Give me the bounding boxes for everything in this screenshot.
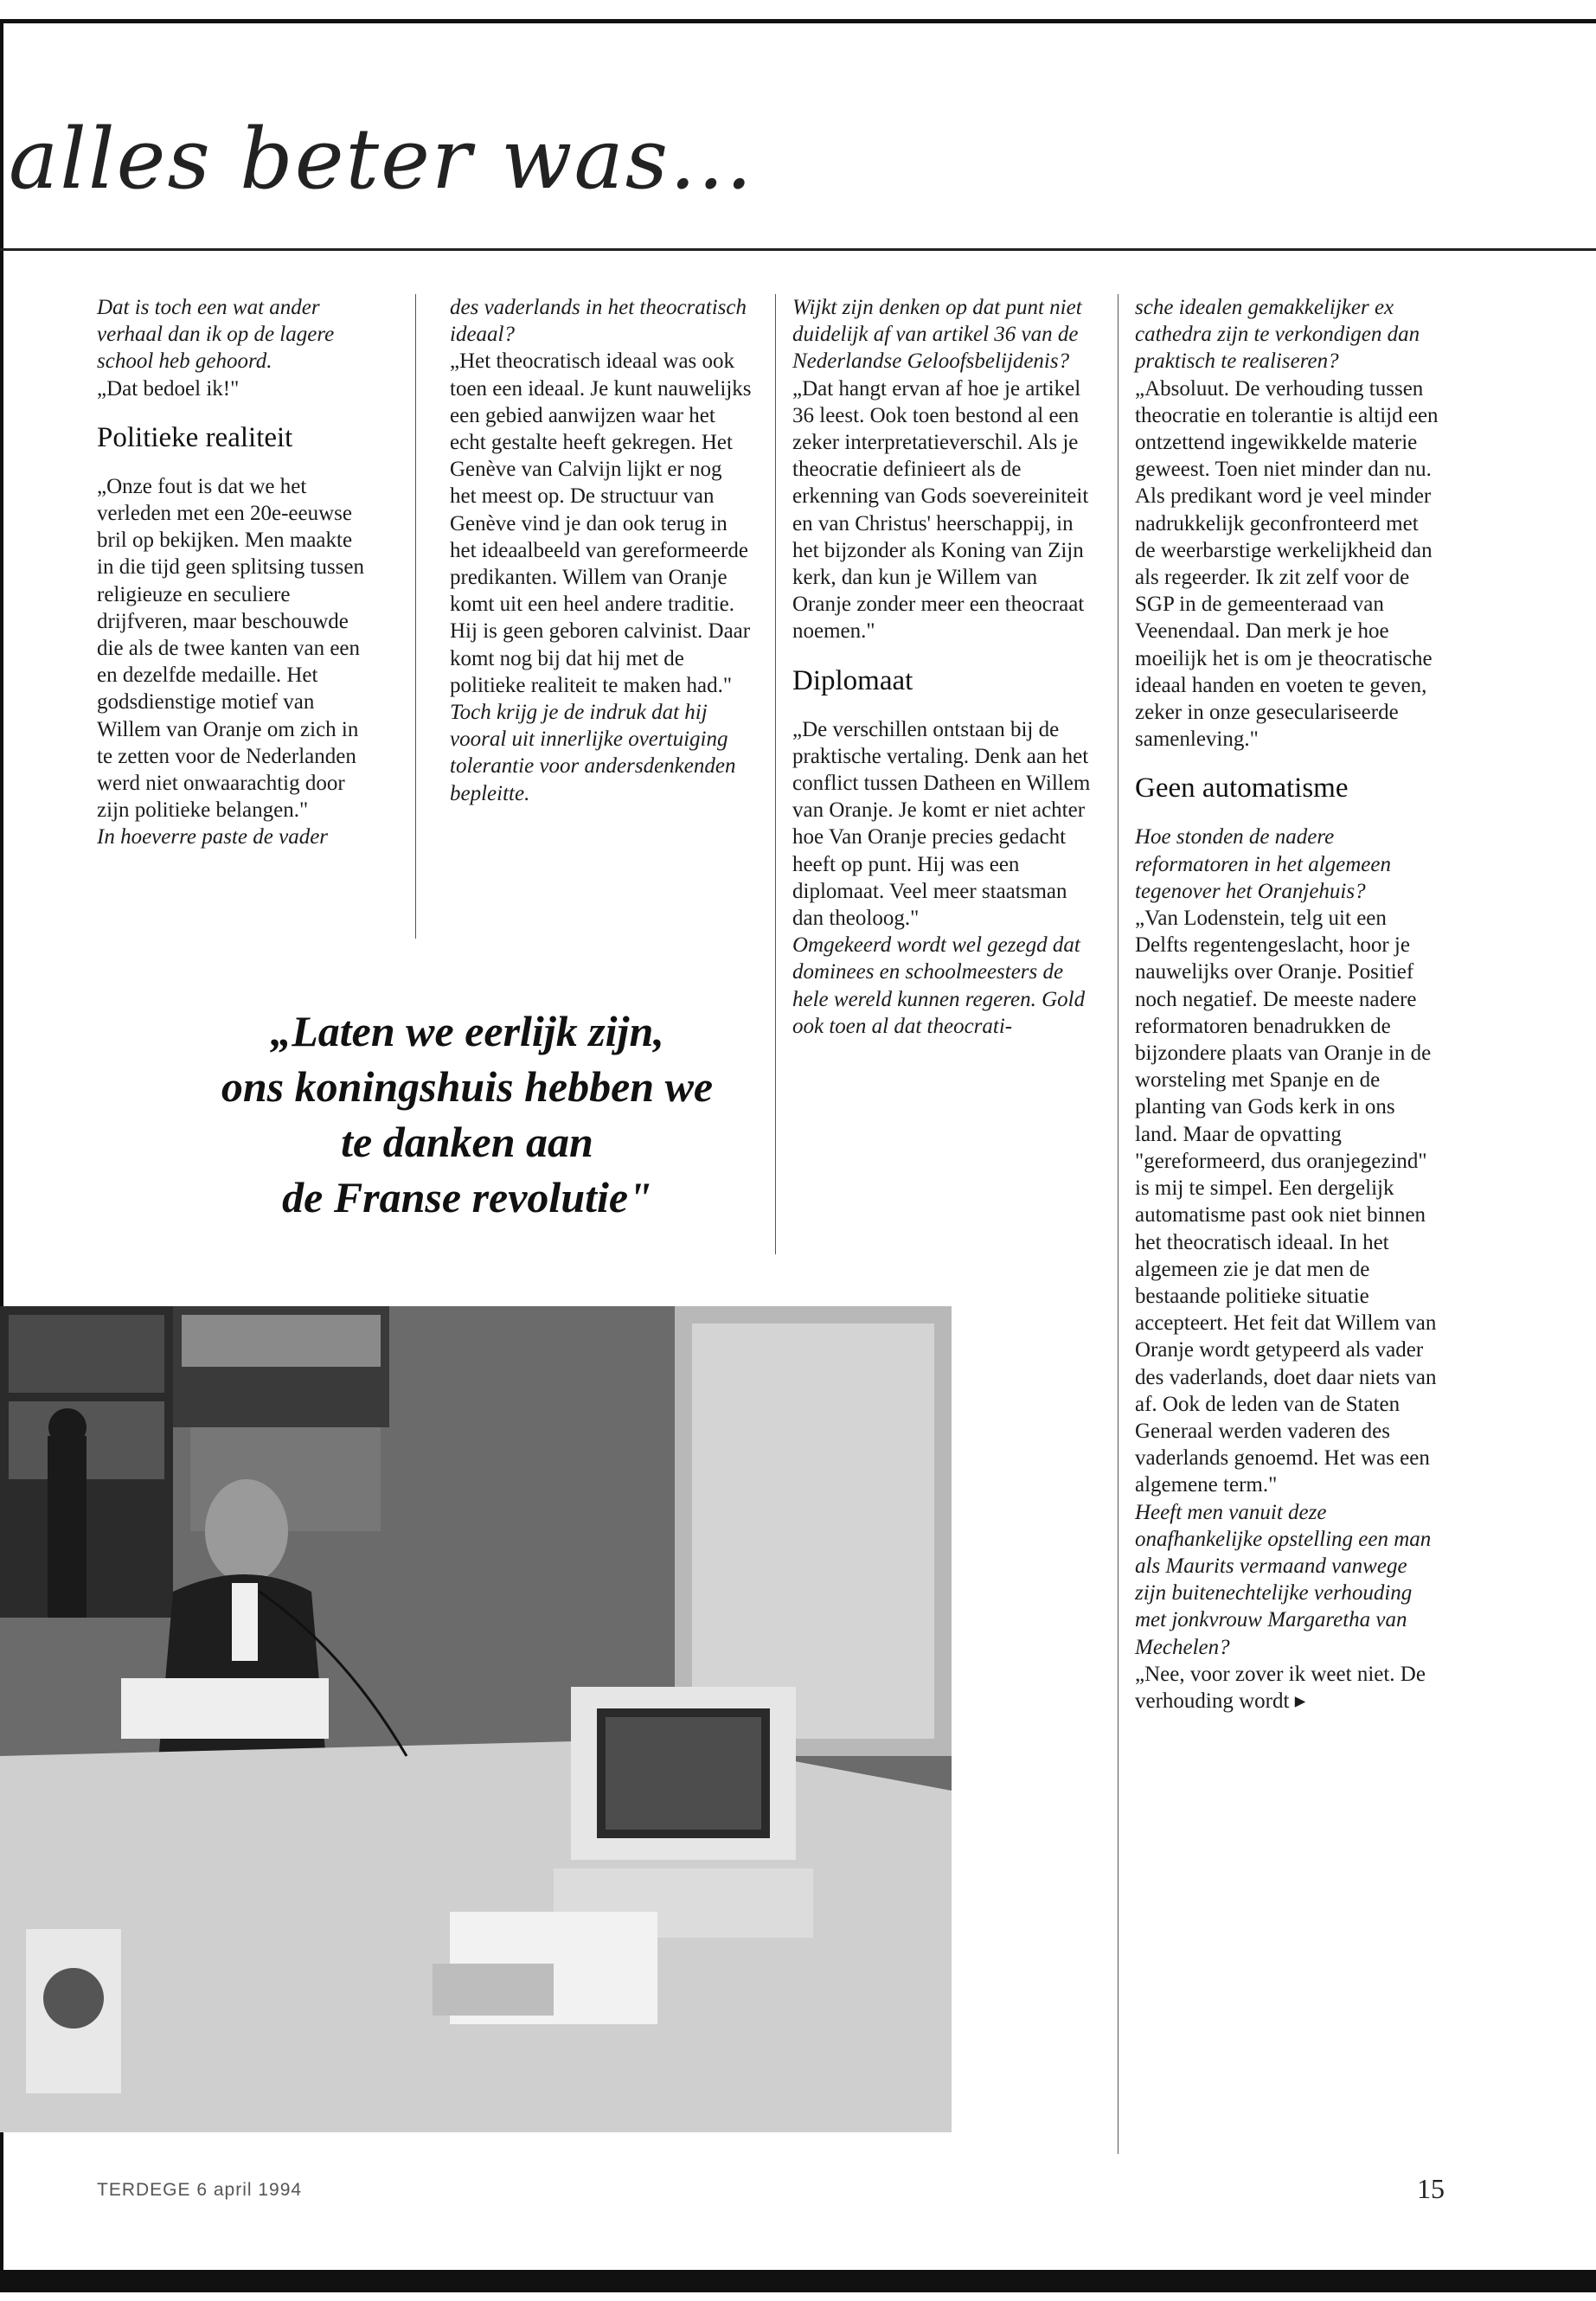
question: Heeft men vanuit deze onafhankelijke opstelling een man als Maurits vermaand vanwege zijn buitenechtelijke verhouding met jonkvrouw Margaretha van Mechelen?	[1135, 1500, 1432, 1659]
subheading-diplomaat: Diplomaat	[792, 664, 913, 696]
answer: „Dat bedoel ik!"	[97, 376, 240, 401]
column-4	[1135, 294, 1439, 1715]
question: Wijkt zijn denken op dat punt niet duidelijk af van artikel 36 van de Nederlandse Geloofsbelijdenis?	[792, 296, 1082, 374]
office-photo-image	[0, 1306, 952, 2132]
paragraph: „Absoluut. De verhouding tussen theocratie en tolerantie is altijd een ontzettend ingewikkelde materie geweest. Toen niet minder dan nu. Als predikant word je veel minder nadrukkelijk geconfronteerd met de weerbarstige werkelijkheid dan als regeerder. Ik zit zelf voor de SGP in de gemeenteraad van Veenendaal. Dan merk je hoe moeilijk het is om je theocratische ideaal handen en voeten te geven, zeker in onze geseculariseerde samenleving."	[1135, 376, 1439, 752]
column-divider	[415, 294, 416, 939]
paragraph: „Onze fout is dat we het verleden met een 20e-eeuwse bril op bekijken. Men maakte in die tijd geen splitsing tussen religieuze en seculiere drijfveren, maar beschouwde die als de twee kanten van een en dezelfde medaille. Het godsdienstige motief van Willem van Oranje om zich in te zetten voor de Nederlanden werd niet onwaarachtig door zijn politieke belangen."	[97, 474, 365, 823]
column-2	[450, 294, 753, 807]
headline-rule	[0, 248, 1596, 251]
office-photo	[0, 1306, 952, 2132]
headline: alles beter was...	[9, 111, 754, 208]
page-number: 15	[1417, 2173, 1445, 2204]
paragraph: „De verschillen ontstaan bij de praktische vertaling. Denk aan het conflict tussen Datheen en Willem van Oranje. Je komt er niet achter hoe Van Oranje precies gedacht heeft op punt. Hij was een diplomaat. Veel meer staatsman dan theoloog."	[792, 717, 1091, 931]
paragraph: „Van Lodenstein, telg uit een Delfts regentengeslacht, hoor je nauwelijks over Oranje. Positief noch negatief. De meeste nadere reformatoren benadrukken de bijzondere plaats van Oranje in de worsteling met Spanje en de planting van Gods kerk in ons land. Maar de opvatting "gereformeerd, dus oranjegezind" is mij te simpel. Een dergelijk automatisme past ook niet binnen het theocratisch ideaal. In het algemeen zie je dat men de bestaande politieke situatie accepteert. Het feit dat Willem van Oranje wordt getypeerd als vader des vaderlands, doet daar niets van af. Ook de leden van de Staten Generaal werden vaderen des vaderlands genoemd. Het was een algemene term."	[1135, 907, 1437, 1497]
question: In hoeverre paste de vader	[97, 825, 329, 849]
question: Toch krijg je de indruk dat hij vooral uit innerlijke overtuiging tolerantie voor andersdenkenden bepleitte.	[450, 701, 736, 805]
paragraph: „Het theocratisch ideaal was ook toen een ideaal. Je kunt nauwelijks een gebied aanwijzen waar het echt gestalte heeft gekregen. Het Genève van Calvijn lijkt er nog het meest op. De structuur van Genève vind je dan ook terug in het ideaalbeeld van gereformeerde predikanten. Willem van Oranje komt uit een heel andere traditie. Hij is geen geboren calvinist. Daar komt nog bij dat hij met de politieke realiteit te maken had."	[450, 349, 752, 697]
subheading-geen-automatisme: Geen automatisme	[1135, 772, 1349, 804]
question: Hoe stonden de nadere reformatoren in het algemeen tegenover het Oranjehuis?	[1135, 825, 1391, 903]
question: des vaderlands in het theocratisch ideaal?	[450, 296, 747, 347]
paragraph: „Nee, voor zover ik weet niet. De verhouding wordt ▸	[1135, 1662, 1426, 1713]
paragraph: „Dat hangt ervan af hoe je artikel 36 leest. Ook toen bestond al een zeker interpretatieverschil. Als je theocratie definieert als de erkenning van Gods soevereiniteit en van Christus' heerschappij, in het bijzonder als Koning van Zijn kerk, dan kun je Willem van Oranje zonder meer een theocraat noemen."	[792, 376, 1089, 644]
pull-quote-line: „Laten we eerlijk zijn,	[270, 1007, 664, 1055]
pull-quote	[138, 1003, 796, 1225]
pull-quote-line: ons koningshuis hebben we	[221, 1062, 714, 1111]
publication-footer: TERDEGE 6 april 1994	[97, 2180, 303, 2200]
column-1	[97, 294, 372, 851]
pull-quote-line: te danken aan	[341, 1118, 593, 1166]
pull-quote-line: de Franse revolutie"	[282, 1173, 652, 1221]
column-3	[792, 294, 1095, 1040]
bottom-bar	[0, 2270, 1596, 2292]
question: Dat is toch een wat ander verhaal dan ik op de lagere school heb gehoord.	[97, 296, 335, 374]
top-rule	[0, 19, 1596, 23]
question: Omgekeerd wordt wel gezegd dat dominees en schoolmeesters de hele wereld kunnen regeren. Gold ook toen al dat theocrati-	[792, 933, 1086, 1038]
subheading-politieke-realiteit: Politieke realiteit	[97, 421, 293, 453]
question: sche idealen gemakkelijker ex cathedra zijn te verkondigen dan praktisch te realiseren?	[1135, 296, 1420, 374]
